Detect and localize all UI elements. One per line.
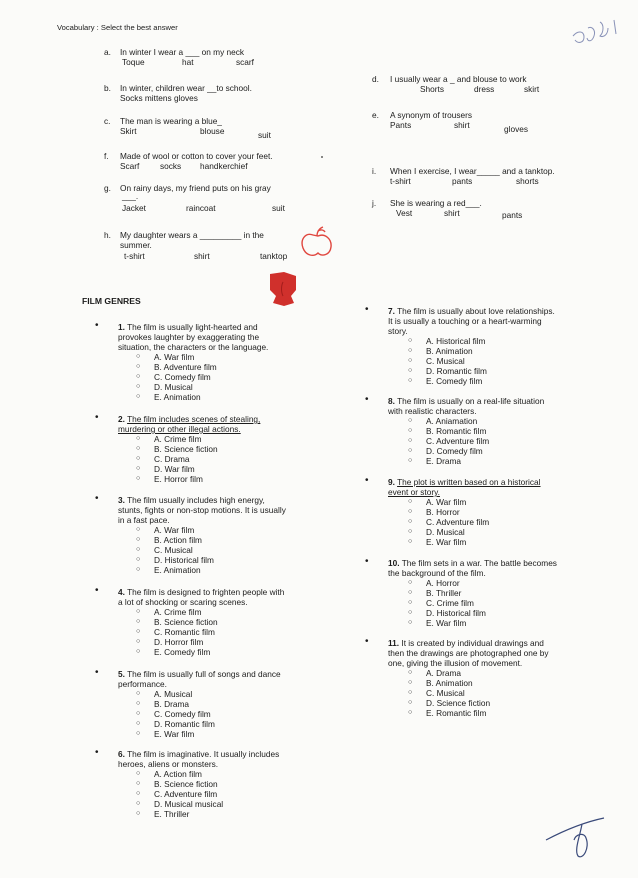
bullet-icon: • bbox=[95, 493, 99, 504]
question-number: 11. bbox=[388, 638, 400, 648]
vocab-option[interactable]: suit bbox=[258, 130, 271, 140]
question-text: The film is usually on a real-life situation bbox=[397, 396, 545, 406]
vocab-item-number: c. bbox=[104, 116, 111, 126]
circle-bullet-icon: ○ bbox=[136, 790, 141, 797]
question-text-line: It is usually a touching or a heart-warming bbox=[388, 316, 542, 326]
answer-option[interactable]: ○ D. Musical bbox=[136, 382, 193, 392]
question-text-line: in a fast pace. bbox=[118, 515, 170, 525]
vocab-option[interactable]: tanktop bbox=[260, 251, 288, 261]
vocab-option[interactable]: Skirt bbox=[120, 126, 137, 136]
bullet-icon: • bbox=[95, 412, 99, 423]
circle-bullet-icon: ○ bbox=[408, 528, 413, 535]
answer-option[interactable]: ○ D. Romantic film bbox=[136, 719, 215, 729]
circle-bullet-icon: ○ bbox=[136, 455, 141, 462]
vocab-item-number: b. bbox=[104, 83, 111, 93]
vocab-option[interactable]: pants bbox=[502, 210, 523, 220]
vocab-option[interactable]: Shorts bbox=[420, 84, 444, 94]
vocab-item-number: f. bbox=[104, 151, 109, 161]
vocab-item-number: d. bbox=[372, 74, 379, 84]
answer-option[interactable]: ○ E. Comedy film bbox=[408, 376, 483, 386]
question-text: The film is usually light-hearted and bbox=[127, 322, 258, 332]
vocab-option[interactable]: shirt bbox=[444, 208, 460, 218]
answer-option[interactable]: ○ E. Animation bbox=[136, 392, 201, 402]
circle-bullet-icon: ○ bbox=[136, 475, 141, 482]
vocab-sentence: When I exercise, I wear_____ and a tanktop. bbox=[390, 166, 555, 176]
question-text-line: event or story. bbox=[388, 487, 440, 497]
answer-option[interactable]: ○ C. Comedy film bbox=[136, 372, 211, 382]
answer-option[interactable]: ○ E. Comedy film bbox=[136, 647, 211, 657]
circle-bullet-icon: ○ bbox=[136, 465, 141, 472]
bullet-icon: • bbox=[95, 585, 99, 596]
circle-bullet-icon: ○ bbox=[136, 628, 141, 635]
question-text-line: one, giving the illusion of movement. bbox=[388, 658, 523, 668]
question-number: 7. bbox=[388, 306, 395, 316]
question-text: The film includes scenes of stealing, bbox=[127, 414, 261, 424]
answer-option[interactable]: ○ A. Action film bbox=[136, 769, 202, 779]
question-text: The film sets in a war. The battle becomes bbox=[401, 558, 557, 568]
answer-option[interactable]: ○ D. Historical film bbox=[136, 555, 214, 565]
circle-bullet-icon: ○ bbox=[408, 709, 413, 716]
vocab-item-number: i. bbox=[372, 166, 377, 176]
vocab-sentence: I usually wear a _ and blouse to work bbox=[390, 74, 527, 84]
vocab-option[interactable]: socks bbox=[160, 161, 182, 171]
vocab-option[interactable]: dress bbox=[474, 84, 495, 94]
answer-option[interactable]: ○ D. Horror film bbox=[136, 637, 204, 647]
answer-option[interactable]: ○ C. Comedy film bbox=[136, 709, 211, 719]
circle-bullet-icon: ○ bbox=[408, 589, 413, 596]
circle-bullet-icon: ○ bbox=[136, 770, 141, 777]
circle-bullet-icon: ○ bbox=[408, 457, 413, 464]
answer-option[interactable]: ○ A. War film bbox=[408, 497, 467, 507]
circle-bullet-icon: ○ bbox=[136, 710, 141, 717]
question-number: 10. bbox=[388, 558, 400, 568]
answer-option[interactable]: ○ A. Horror bbox=[408, 578, 460, 588]
answer-option[interactable]: ○ C. Musical bbox=[408, 688, 465, 698]
circle-bullet-icon: ○ bbox=[408, 609, 413, 616]
question-text-line: stunts, fights or non-stop motions. It is usually bbox=[118, 505, 286, 515]
vocab-option[interactable]: raincoat bbox=[186, 203, 216, 213]
answer-option[interactable]: ○ E. Horror film bbox=[136, 474, 203, 484]
answer-option[interactable]: ○ A. Aniamation bbox=[408, 416, 478, 426]
circle-bullet-icon: ○ bbox=[408, 357, 413, 364]
answer-option[interactable]: ○ A. Musical bbox=[136, 689, 193, 699]
answer-option[interactable]: ○ D. War film bbox=[136, 464, 195, 474]
bullet-icon: • bbox=[365, 556, 369, 567]
answer-option[interactable]: ○ C. Romantic film bbox=[136, 627, 215, 637]
vocab-sentence-continued: ___. bbox=[122, 191, 139, 201]
question-text-line: provokes laughter by exaggerating the bbox=[118, 332, 260, 342]
vocab-item-number: j. bbox=[372, 198, 377, 208]
vocab-option[interactable]: suit bbox=[272, 203, 285, 213]
circle-bullet-icon: ○ bbox=[136, 638, 141, 645]
circle-bullet-icon: ○ bbox=[408, 538, 413, 545]
answer-option[interactable]: ○ B. Science fiction bbox=[136, 779, 218, 789]
circle-bullet-icon: ○ bbox=[408, 669, 413, 676]
vocab-item-number: h. bbox=[104, 230, 111, 240]
question-text-line: murdering or other illegal actions. bbox=[118, 424, 241, 434]
vocab-item-number: g. bbox=[104, 183, 111, 193]
vocab-option[interactable]: shirt bbox=[454, 120, 470, 130]
circle-bullet-icon: ○ bbox=[136, 690, 141, 697]
vocab-option[interactable]: gloves bbox=[504, 124, 528, 134]
circle-bullet-icon: ○ bbox=[408, 437, 413, 444]
vocab-sentence: In winter I wear a ___ on my neck bbox=[120, 47, 245, 57]
vocab-option[interactable]: blouse bbox=[200, 126, 225, 136]
answer-option[interactable]: ○ B. Science fiction bbox=[136, 444, 218, 454]
circle-bullet-icon: ○ bbox=[136, 546, 141, 553]
question-text-line: situation, the characters or the language. bbox=[118, 342, 269, 352]
vocab-option[interactable]: Vest bbox=[396, 208, 413, 218]
answer-option[interactable]: ○ A. War film bbox=[136, 525, 195, 535]
vocab-option[interactable]: Socks mittens gloves bbox=[120, 93, 198, 103]
answer-option[interactable]: ○ A. Crime film bbox=[136, 607, 202, 617]
vocab-sentence-continued: summer. bbox=[120, 240, 152, 250]
answer-option[interactable]: ○ B. Thriller bbox=[408, 588, 462, 598]
vocab-sentence: On rainy days, my friend puts on his gray bbox=[120, 183, 271, 193]
bullet-icon: • bbox=[365, 475, 369, 486]
film-genres-title: FILM GENRES bbox=[82, 296, 141, 306]
answer-option[interactable]: ○ B. Romantic film bbox=[408, 426, 487, 436]
circle-bullet-icon: ○ bbox=[408, 417, 413, 424]
answer-option[interactable]: ○ C. Adventure film bbox=[408, 436, 490, 446]
answer-option[interactable]: ○ B. Horror bbox=[408, 507, 460, 517]
apple-doodle-icon bbox=[302, 227, 331, 255]
circle-bullet-icon: ○ bbox=[136, 618, 141, 625]
question-text: The film is designed to frighten people with bbox=[127, 587, 285, 597]
answer-option[interactable]: ○ C. Musical bbox=[136, 545, 193, 555]
circle-bullet-icon: ○ bbox=[136, 608, 141, 615]
circle-bullet-icon: ○ bbox=[136, 730, 141, 737]
vocab-sentence: The man is wearing a blue_ bbox=[120, 116, 222, 126]
circle-bullet-icon: ○ bbox=[408, 498, 413, 505]
vocab-item-number: e. bbox=[372, 110, 379, 120]
vocab-option[interactable]: Scarf bbox=[120, 161, 140, 171]
vocab-item-number: a. bbox=[104, 47, 111, 57]
question-text-line: story. bbox=[388, 326, 408, 336]
answer-option[interactable]: ○ A. Drama bbox=[408, 668, 462, 678]
circle-bullet-icon: ○ bbox=[136, 566, 141, 573]
circle-bullet-icon: ○ bbox=[408, 699, 413, 706]
answer-option[interactable]: ○ B. Animation bbox=[408, 678, 473, 688]
answer-option[interactable]: ○ C. Drama bbox=[136, 454, 190, 464]
question-number: 9. bbox=[388, 477, 395, 487]
answer-option[interactable]: ○ C. Adventure film bbox=[136, 789, 218, 799]
answer-option[interactable]: ○ B. Action film bbox=[136, 535, 202, 545]
question-number: 5. bbox=[118, 669, 125, 679]
question-text-line: heroes, aliens or monsters. bbox=[118, 759, 219, 769]
circle-bullet-icon: ○ bbox=[136, 720, 141, 727]
answer-option[interactable]: ○ E. War film bbox=[408, 618, 467, 628]
vocab-option[interactable]: hat bbox=[182, 57, 194, 67]
circle-bullet-icon: ○ bbox=[136, 800, 141, 807]
vocab-option[interactable]: Jacket bbox=[122, 203, 146, 213]
answer-option[interactable]: ○ C. Adventure film bbox=[408, 517, 490, 527]
circle-bullet-icon: ○ bbox=[408, 377, 413, 384]
circle-bullet-icon: ○ bbox=[136, 373, 141, 380]
circle-bullet-icon: ○ bbox=[136, 526, 141, 533]
answer-option[interactable]: ○ E. Animation bbox=[136, 565, 201, 575]
circle-bullet-icon: ○ bbox=[136, 810, 141, 817]
vocab-option[interactable]: shirt bbox=[194, 251, 210, 261]
circle-bullet-icon: ○ bbox=[136, 383, 141, 390]
question-text: The film is usually about love relationships. bbox=[397, 306, 555, 316]
circle-bullet-icon: ○ bbox=[136, 363, 141, 370]
answer-option[interactable]: ○ D. Romantic film bbox=[408, 366, 487, 376]
answer-option[interactable]: ○ D. Musical bbox=[408, 527, 465, 537]
circle-bullet-icon: ○ bbox=[136, 445, 141, 452]
circle-bullet-icon: ○ bbox=[408, 337, 413, 344]
bullet-icon: • bbox=[365, 636, 369, 647]
answer-option[interactable]: ○ B. Science fiction bbox=[136, 617, 218, 627]
circle-bullet-icon: ○ bbox=[408, 689, 413, 696]
circle-bullet-icon: ○ bbox=[408, 518, 413, 525]
bullet-icon: • bbox=[365, 394, 369, 405]
circle-bullet-icon: ○ bbox=[408, 367, 413, 374]
circle-bullet-icon: ○ bbox=[136, 536, 141, 543]
vocab-option[interactable]: Pants bbox=[390, 120, 412, 130]
circle-bullet-icon: ○ bbox=[136, 435, 141, 442]
question-number: 2. bbox=[118, 414, 125, 424]
circle-bullet-icon: ○ bbox=[408, 347, 413, 354]
answer-option[interactable]: ○ E. Romantic film bbox=[408, 708, 487, 718]
question-number: 3. bbox=[118, 495, 125, 505]
circle-bullet-icon: ○ bbox=[136, 648, 141, 655]
answer-option[interactable]: ○ C. Crime film bbox=[408, 598, 474, 608]
question-text-line: then the drawings are photographed one by bbox=[388, 648, 549, 658]
vocab-option[interactable]: skirt bbox=[524, 84, 540, 94]
vocab-option[interactable]: pants bbox=[452, 176, 473, 186]
answer-option[interactable]: ○ D. Historical film bbox=[408, 608, 486, 618]
answer-option[interactable]: ○ D. Science fiction bbox=[408, 698, 491, 708]
circle-bullet-icon: ○ bbox=[136, 780, 141, 787]
question-number: 1. bbox=[118, 322, 125, 332]
question-text-line: the background of the film. bbox=[388, 568, 486, 578]
vocab-sentence: In winter, children wear __to school. bbox=[120, 83, 252, 93]
answer-option[interactable]: ○ E. War film bbox=[408, 537, 467, 547]
circle-bullet-icon: ○ bbox=[408, 579, 413, 586]
answer-option[interactable]: ○ C. Musical bbox=[408, 356, 465, 366]
answer-option[interactable]: ○ E. Thriller bbox=[136, 809, 190, 819]
bullet-icon: • bbox=[95, 747, 99, 758]
answer-option[interactable]: ○ E. Drama bbox=[408, 456, 462, 466]
question-text: The film is imaginative. It usually includes bbox=[127, 749, 280, 759]
answer-option[interactable]: ○ D. Comedy film bbox=[408, 446, 483, 456]
vocabulary-header: Vocabulary : Select the best answer bbox=[57, 23, 178, 32]
question-text-line: performance. bbox=[118, 679, 167, 689]
vocab-option[interactable]: shorts bbox=[516, 176, 539, 186]
circle-bullet-icon: ○ bbox=[136, 393, 141, 400]
vocab-sentence: My daughter wears a _________ in the bbox=[120, 230, 264, 240]
bullet-icon: • bbox=[365, 304, 369, 315]
pen-scribble-icon bbox=[573, 20, 616, 42]
question-number: 6. bbox=[118, 749, 125, 759]
signature-icon bbox=[546, 818, 604, 857]
vocab-sentence: She is wearing a red___. bbox=[390, 198, 482, 208]
bullet-icon: • bbox=[95, 320, 99, 331]
answer-option[interactable]: ○ A. War film bbox=[136, 352, 195, 362]
vocab-option[interactable]: Toque bbox=[122, 57, 145, 67]
vocab-sentence: Made of wool or cotton to cover your feet. bbox=[120, 151, 273, 161]
answer-option[interactable]: ○ A. Historical film bbox=[408, 336, 486, 346]
bullet-icon: • bbox=[95, 667, 99, 678]
question-text: The film is usually full of songs and dance bbox=[127, 669, 281, 679]
question-text-line: a lot of shocking or scaring scenes. bbox=[118, 597, 248, 607]
vocab-option[interactable]: t-shirt bbox=[390, 176, 411, 186]
circle-bullet-icon: ○ bbox=[136, 556, 141, 563]
circle-bullet-icon: ○ bbox=[408, 619, 413, 626]
circle-bullet-icon: ○ bbox=[136, 353, 141, 360]
question-text: The plot is written based on a historical bbox=[397, 477, 541, 487]
question-text-line: with realistic characters. bbox=[388, 406, 477, 416]
circle-bullet-icon: ○ bbox=[408, 508, 413, 515]
circle-bullet-icon: ○ bbox=[408, 679, 413, 686]
pen-dot-icon bbox=[321, 156, 323, 158]
answer-option[interactable]: ○ B. Animation bbox=[408, 346, 473, 356]
question-text: The film usually includes high energy, bbox=[127, 495, 265, 505]
circle-bullet-icon: ○ bbox=[408, 599, 413, 606]
question-number: 8. bbox=[388, 396, 395, 406]
circle-bullet-icon: ○ bbox=[408, 427, 413, 434]
answer-option[interactable]: ○ B. Drama bbox=[136, 699, 190, 709]
answer-option[interactable]: ○ B. Adventure film bbox=[136, 362, 217, 372]
vocab-option[interactable]: scarf bbox=[236, 57, 254, 67]
answer-option[interactable]: ○ D. Musical musical bbox=[136, 799, 224, 809]
question-text: It is created by individual drawings and bbox=[401, 638, 544, 648]
question-number: 4. bbox=[118, 587, 125, 597]
answer-option[interactable]: ○ E. War film bbox=[136, 729, 195, 739]
answer-option[interactable]: ○ A. Crime film bbox=[136, 434, 202, 444]
circle-bullet-icon: ○ bbox=[408, 447, 413, 454]
red-bow-sticker-icon bbox=[270, 272, 296, 306]
circle-bullet-icon: ○ bbox=[136, 700, 141, 707]
vocab-sentence: A synonym of trousers bbox=[390, 110, 473, 120]
vocab-option[interactable]: t-shirt bbox=[124, 251, 145, 261]
vocab-option[interactable]: handkerchief bbox=[200, 161, 248, 171]
